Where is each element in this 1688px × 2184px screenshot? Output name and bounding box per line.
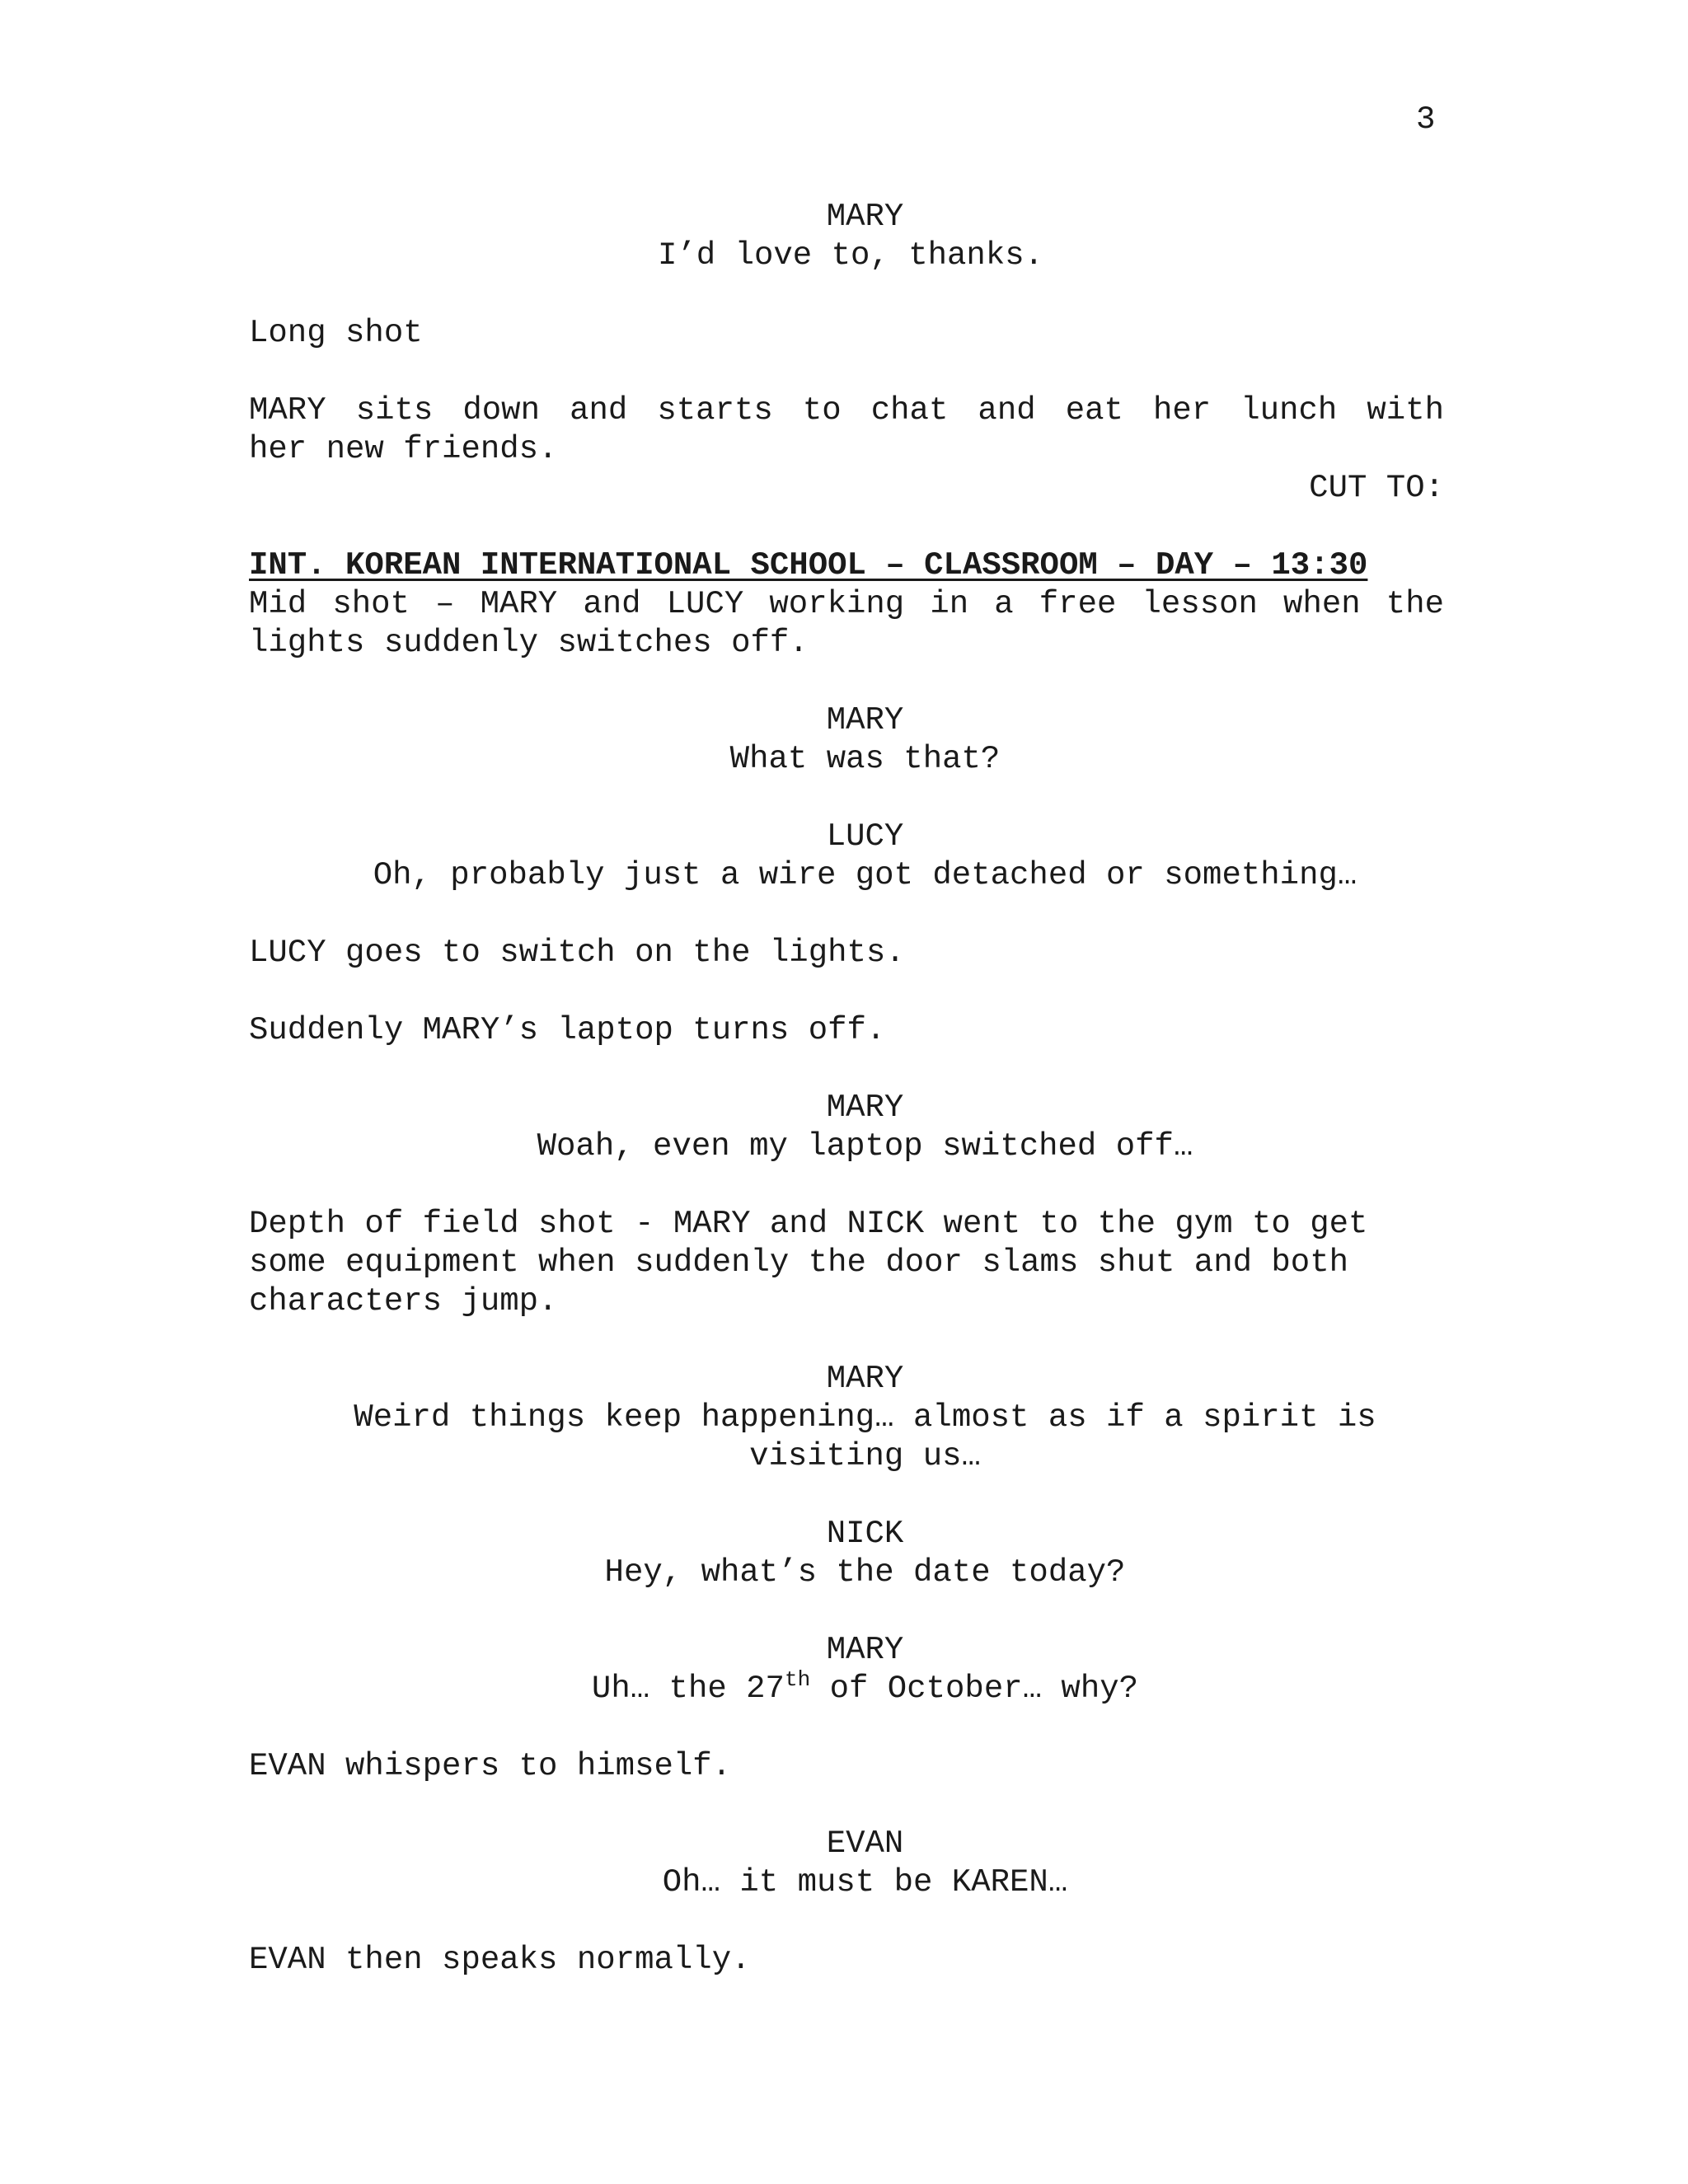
character-name: LUCY	[826, 818, 904, 855]
action-line: Depth of field shot - MARY and NICK went to the gym to get	[249, 1206, 1368, 1242]
scene-heading: INT. KOREAN INTERNATIONAL SCHOOL – CLASSROOM – DAY – 13:30	[249, 547, 1368, 583]
screenplay-body	[249, 198, 1444, 1980]
action-line: EVAN whispers to himself.	[249, 1748, 732, 1784]
dialogue-line: Woah, even my laptop switched off…	[537, 1128, 1193, 1165]
character-name: MARY	[826, 1361, 904, 1397]
action-line: LUCY goes to switch on the lights.	[249, 935, 905, 971]
dialogue-text: Uh… the 27	[591, 1671, 785, 1707]
action-paragraph	[249, 391, 1444, 469]
action-line: Mid shot – MARY and LUCY working in a free lesson when the	[249, 586, 1444, 622]
dialogue-line: visiting us…	[749, 1438, 981, 1474]
action-paragraph	[249, 585, 1444, 663]
dialogue-text: of October… why?	[810, 1671, 1139, 1707]
character-name: MARY	[826, 702, 904, 738]
action-line: some equipment when suddenly the door slams shut and both	[249, 1244, 1349, 1281]
dialogue-line: Weird things keep happening… almost as if a spirit is	[354, 1399, 1376, 1436]
transition: CUT TO:	[1309, 470, 1444, 506]
action-line: her new friends.	[249, 431, 558, 467]
dialogue-line	[249, 1667, 1444, 1708]
page-number: 3	[1416, 101, 1436, 138]
dialogue-line: Oh… it must be KAREN…	[662, 1864, 1068, 1900]
dialogue-line: What was that?	[729, 741, 1001, 777]
ordinal-suffix: th	[784, 1667, 811, 1692]
character-name: NICK	[826, 1516, 904, 1552]
action-line: EVAN then speaks normally.	[249, 1942, 751, 1978]
dialogue-line: I’d love to, thanks.	[657, 237, 1044, 274]
dialogue-line: Hey, what’s the date today?	[604, 1554, 1126, 1591]
action-line: Suddenly MARY’s laptop turns off.	[249, 1012, 886, 1048]
action-paragraph	[249, 1205, 1444, 1321]
character-name: MARY	[826, 1632, 904, 1668]
character-name: MARY	[826, 199, 904, 235]
character-name: MARY	[826, 1090, 904, 1126]
action-line: lights suddenly switches off.	[249, 625, 809, 661]
action-line: Long shot	[249, 315, 423, 351]
action-line: MARY sits down and starts to chat and eat her lunch with	[249, 392, 1444, 429]
dialogue-line: Oh, probably just a wire got detached or something…	[373, 857, 1357, 893]
action-line: characters jump.	[249, 1283, 558, 1319]
character-name: EVAN	[826, 1825, 904, 1862]
